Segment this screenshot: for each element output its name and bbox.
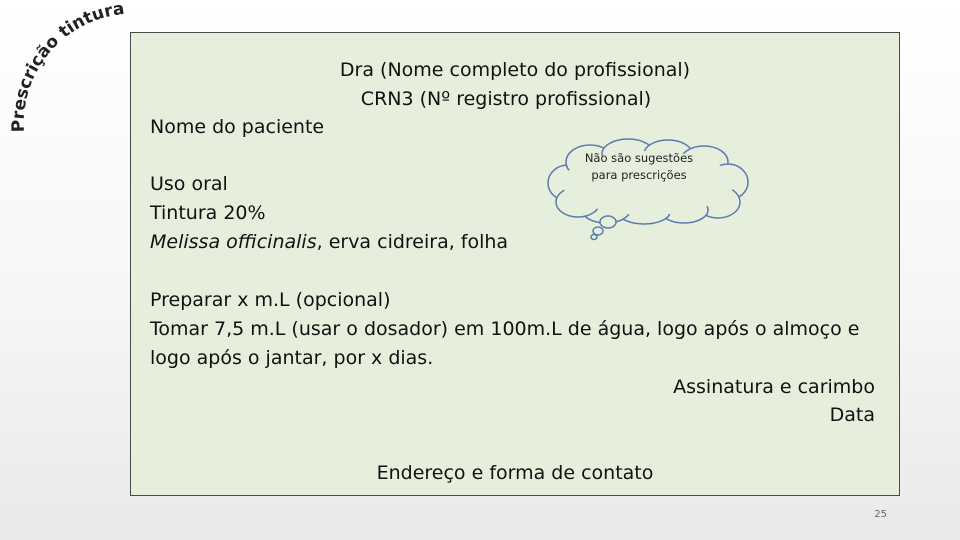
signature-stamp: Assinatura e carimbo [673, 376, 875, 398]
instructions-line2: logo após o jantar, por x dias. [150, 347, 434, 369]
slide-title-curved [0, 0, 140, 140]
instructions-line1: Tomar 7,5 m.L (usar o dosador) em 100m.L de água, logo após o almoço e [150, 318, 860, 340]
address-contact: Endereço e forma de contato [376, 462, 654, 484]
herb-line [150, 228, 508, 256]
professional-name: Dra (Nome completo do profissional) [339, 59, 691, 81]
route: Uso oral [150, 173, 228, 195]
cloud-note [560, 150, 718, 184]
cloud-note-line1: Não são sugestões [584, 151, 694, 165]
cloud-note-line2: para prescrições [591, 168, 687, 182]
herb-common-name: , erva cidreira, folha [316, 231, 509, 253]
slide-title-text: Prescrição tintura [8, 0, 126, 133]
professional-registry: CRN3 (Nº registro profissional) [360, 88, 652, 110]
preparation: Preparar x m.L (opcional) [150, 289, 391, 311]
herb-scientific-name: Melissa officinalis [150, 231, 317, 253]
date: Data [829, 404, 875, 426]
pharmaceutical-form: Tintura 20% [150, 202, 266, 224]
page-number: 25 [874, 509, 887, 520]
patient-name: Nome do paciente [150, 116, 325, 138]
